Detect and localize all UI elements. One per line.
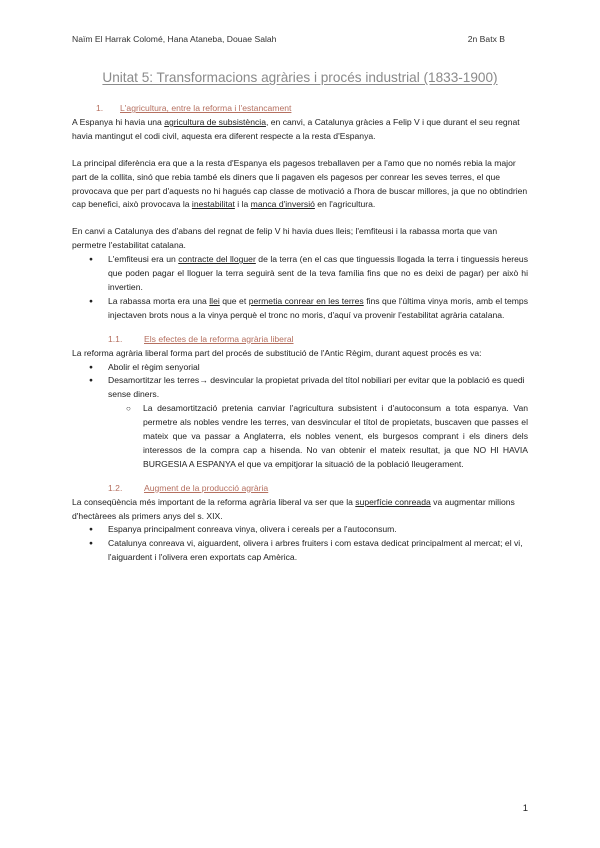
- document-body: [72, 100, 528, 565]
- text-run: La conseqüència més important de la reforma agrària liberal va ser que la: [72, 496, 356, 507]
- header-authors: Naïm El Harrak Colomé, Hana Ataneba, Douae Salah: [72, 34, 277, 44]
- text-run: L'emfiteusi era un: [108, 254, 179, 265]
- list-item: [108, 374, 528, 471]
- list-item: ● Catalunya conreava vi, aiguardent, olivera i arbres fruiters i com estava dedicat principalment al mercat; el vi, l'aiguardent i l'olivera eren exportats cap Amèrica.: [108, 537, 528, 565]
- laws-list: [72, 253, 528, 323]
- list-item: [108, 253, 528, 295]
- section-1-2-heading: [72, 482, 528, 496]
- underlined-term: permetia conrear en les terres: [248, 295, 364, 306]
- underlined-term: inestabilitat: [191, 199, 235, 210]
- list-item: ● Abolir el règim senyorial: [108, 361, 528, 375]
- section-1-1-heading: [72, 333, 528, 347]
- header-class: 2n Batx B: [467, 34, 505, 44]
- section-1-1-title: Els efectes de la reforma agrària liberal: [144, 333, 294, 344]
- text-run: en l'agricultura.: [314, 199, 376, 210]
- paragraph-difference: [72, 157, 528, 213]
- text-run: que et: [219, 295, 249, 306]
- paragraph-production: [72, 496, 528, 524]
- reform-list: [72, 361, 528, 472]
- page-title: Unitat 5: Transformacions agràries i procés industrial (1833-1900): [102, 70, 498, 85]
- text-run: i la: [234, 199, 251, 210]
- section-1-number: 1.: [96, 103, 104, 113]
- underlined-term: contracte del lloguer: [178, 254, 256, 265]
- list-item: [108, 295, 528, 323]
- text-run: fins que l'última vinya moris, amb el temps injectaven brots nous a la vinya perquè el tronc no moris, d'aquí va provenir l'estabilitat agrària catalana.: [108, 295, 528, 320]
- sub-list-item: ○ La desamortització pretenia canviar l'agricultura subsistent i d'autoconsum a tota espanya. Van permetre als nobles vendre les terres, van desvincular el títol de propietats, buscaven que passes el mateix que va passar a Anglaterra, els nobles venent, els burgesos comprant i els diners dels interessos de la compra cap a hisenda. No van obtenir el mateix resultat, ja que NO HI HAVIA BURGESIA A ESPANYA el que va empitjorar la situació de la població lleugerament.: [143, 402, 528, 472]
- section-1-heading: [72, 102, 528, 116]
- page-number: 1: [522, 803, 528, 814]
- production-list: [72, 523, 528, 565]
- text-run: , en canvi, a Catalunya gràcies a Felip V i que durant el seu regnat havia mantingut el codi civil, aquesta era diferent respecte a la resta d'Espanya.: [72, 116, 520, 141]
- text-run: Desamortitzar les terres→ desvincular la propietat privada del títol nobiliari per evitar que la població es quedi sense diners.: [108, 375, 525, 400]
- underlined-term: agricultura de subsistència: [164, 116, 266, 127]
- text-run: de la terra (en el cas que tinguessis llogada la terra i tinguessis hereus que poden pagar el lloguer la terra seguirà sent de la teva família fins que no es deixi de pagar) per això hi invertien.: [108, 254, 529, 292]
- list-item: ● Espanya principalment conreava vinya, olivera i cereals per a l'autoconsum.: [108, 523, 528, 537]
- underlined-term: llei: [209, 295, 220, 306]
- underlined-term: manca d'inversió: [250, 199, 315, 210]
- text-run: va augmentar milions d'hectàrees als primers anys del s. XIX.: [72, 496, 515, 521]
- paragraph-reform-intro: La reforma agrària liberal forma part del procés de substitució de l'Antic Règim, durant aquest procés es va:: [72, 347, 482, 358]
- section-1-2-number: 1.2.: [108, 482, 123, 493]
- sub-list: [108, 402, 528, 472]
- text-run: La rabassa morta era una: [108, 295, 210, 306]
- section-1-1-number: 1.1.: [108, 333, 123, 344]
- text-run: A Espanya hi havia una: [72, 116, 165, 127]
- section-1-2-title: Augment de la producció agrària: [144, 482, 269, 493]
- page-header: [72, 34, 528, 48]
- section-1-title: L'agricultura, entre la reforma i l'estancament: [120, 103, 292, 113]
- paragraph-catalonia: En canvi a Catalunya des d'abans del regnat de felip V hi havia dues lleis; l'emfiteusi i la rabassa morta que van permetre l'estabilitat catalana.: [72, 226, 498, 251]
- text-run: La principal diferència era que a la resta d'Espanya els pagesos treballaven per a l'amo que no només rebia la major part de la collita, sinó que rebia també els diners que li pagaven els pagesos per conrear les seves terres, el que provocava que per part d'aquests no hi hagués cap classe de motivació a l'hora de buscar millores, ja que no obtindrien cap benefici, això provocava la: [72, 157, 528, 210]
- paragraph-subsistence: [72, 116, 528, 144]
- underlined-term: superfície conreada: [355, 496, 431, 507]
